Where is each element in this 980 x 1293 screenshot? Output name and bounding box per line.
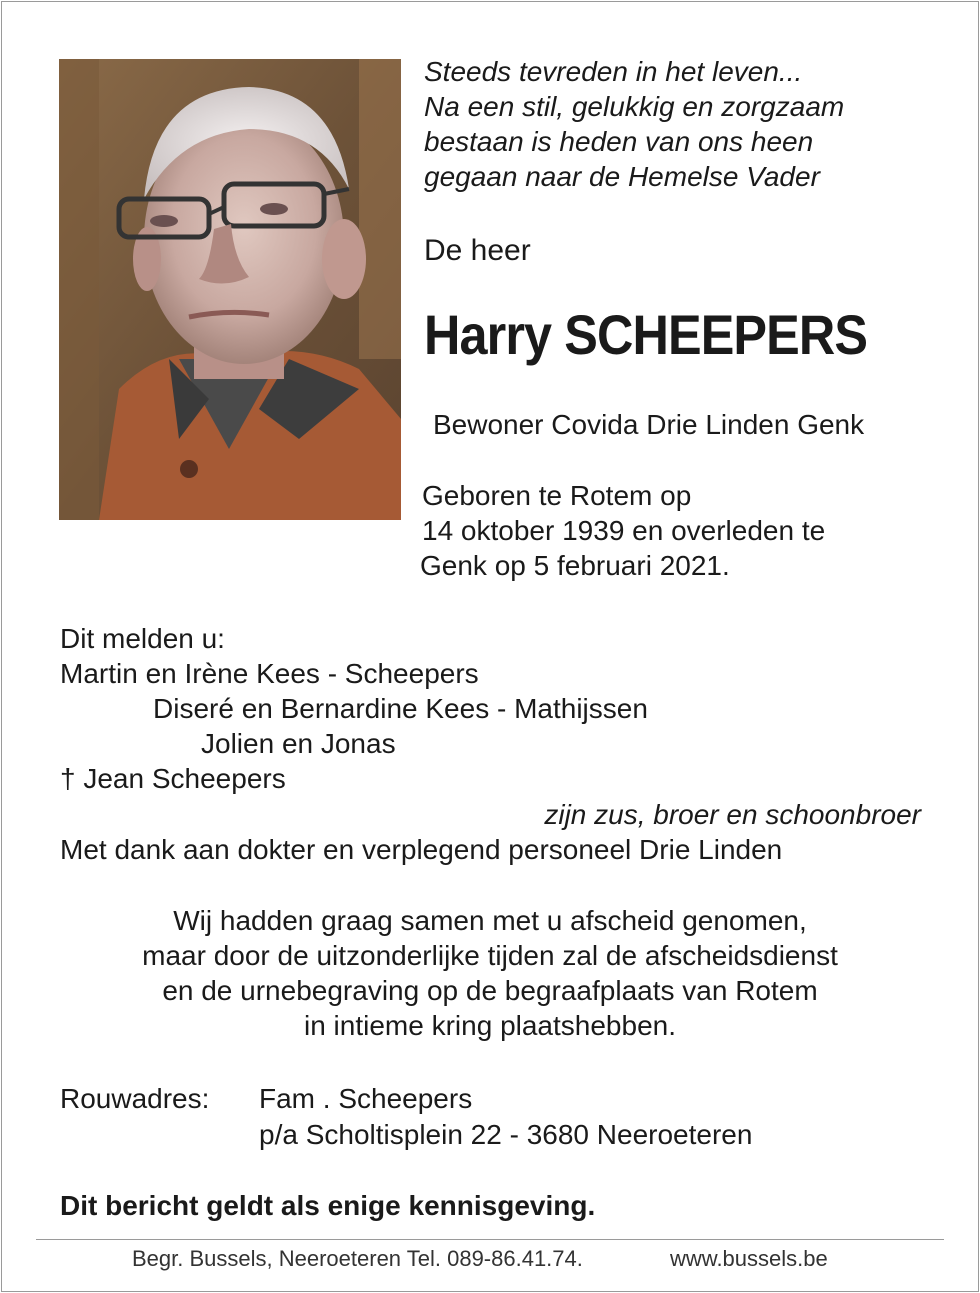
address-line: Fam . Scheepers [259, 1083, 473, 1114]
birth-death-line: Genk op 5 februari 2021. [420, 550, 730, 581]
address-label: Rouwadres: [60, 1083, 210, 1114]
deceased-name: Harry SCHEEPERS [424, 303, 868, 366]
poem-line: Steeds tevreden in het leven... [424, 56, 803, 87]
farewell-line: maar door de uitzonderlijke tijden zal de afscheidsdienst [142, 940, 838, 971]
thanks-line: Met dank aan dokter en verplegend personeel Drie Linden [60, 834, 783, 865]
family-line: Martin en Irène Kees - Scheepers [60, 658, 479, 689]
announcement-intro: Dit melden u: [60, 623, 225, 654]
farewell-line: in intieme kring plaatshebben. [303, 1010, 676, 1041]
footer-divider [36, 1239, 944, 1240]
farewell-text [0, 903, 980, 1043]
poem-line: gegaan naar de Hemelse Vader [424, 161, 820, 192]
notice: Dit bericht geldt als enige kennisgeving. [60, 1190, 596, 1221]
relation-note: zijn zus, broer en schoonbroer [544, 799, 921, 830]
honorific: De heer [424, 234, 531, 267]
farewell-line: en de urnebegraving op de begraafplaats van Rotem [162, 975, 818, 1006]
family-line: Jolien en Jonas [201, 728, 396, 759]
residence: Bewoner Covida Drie Linden Genk [433, 409, 865, 440]
family-line: Diseré en Bernardine Kees - Mathijssen [153, 693, 648, 724]
website-link[interactable]: www.bussels.be [670, 1246, 828, 1271]
birth-death-line: 14 oktober 1939 en overleden te [422, 515, 826, 546]
undertaker-info: Begr. Bussels, Neeroeteren Tel. 089-86.41.74. [132, 1246, 583, 1271]
farewell-line: Wij hadden graag samen met u afscheid genomen, [173, 905, 807, 936]
address-line: p/a Scholtisplein 22 - 3680 Neeroeteren [259, 1119, 753, 1150]
birth-death-line: Geboren te Rotem op [422, 480, 692, 511]
poem-line: bestaan is heden van ons heen [424, 126, 814, 157]
portrait-photo [59, 59, 401, 520]
family-line: † Jean Scheepers [60, 763, 286, 794]
poem-line: Na een stil, gelukkig en zorgzaam [424, 91, 845, 122]
